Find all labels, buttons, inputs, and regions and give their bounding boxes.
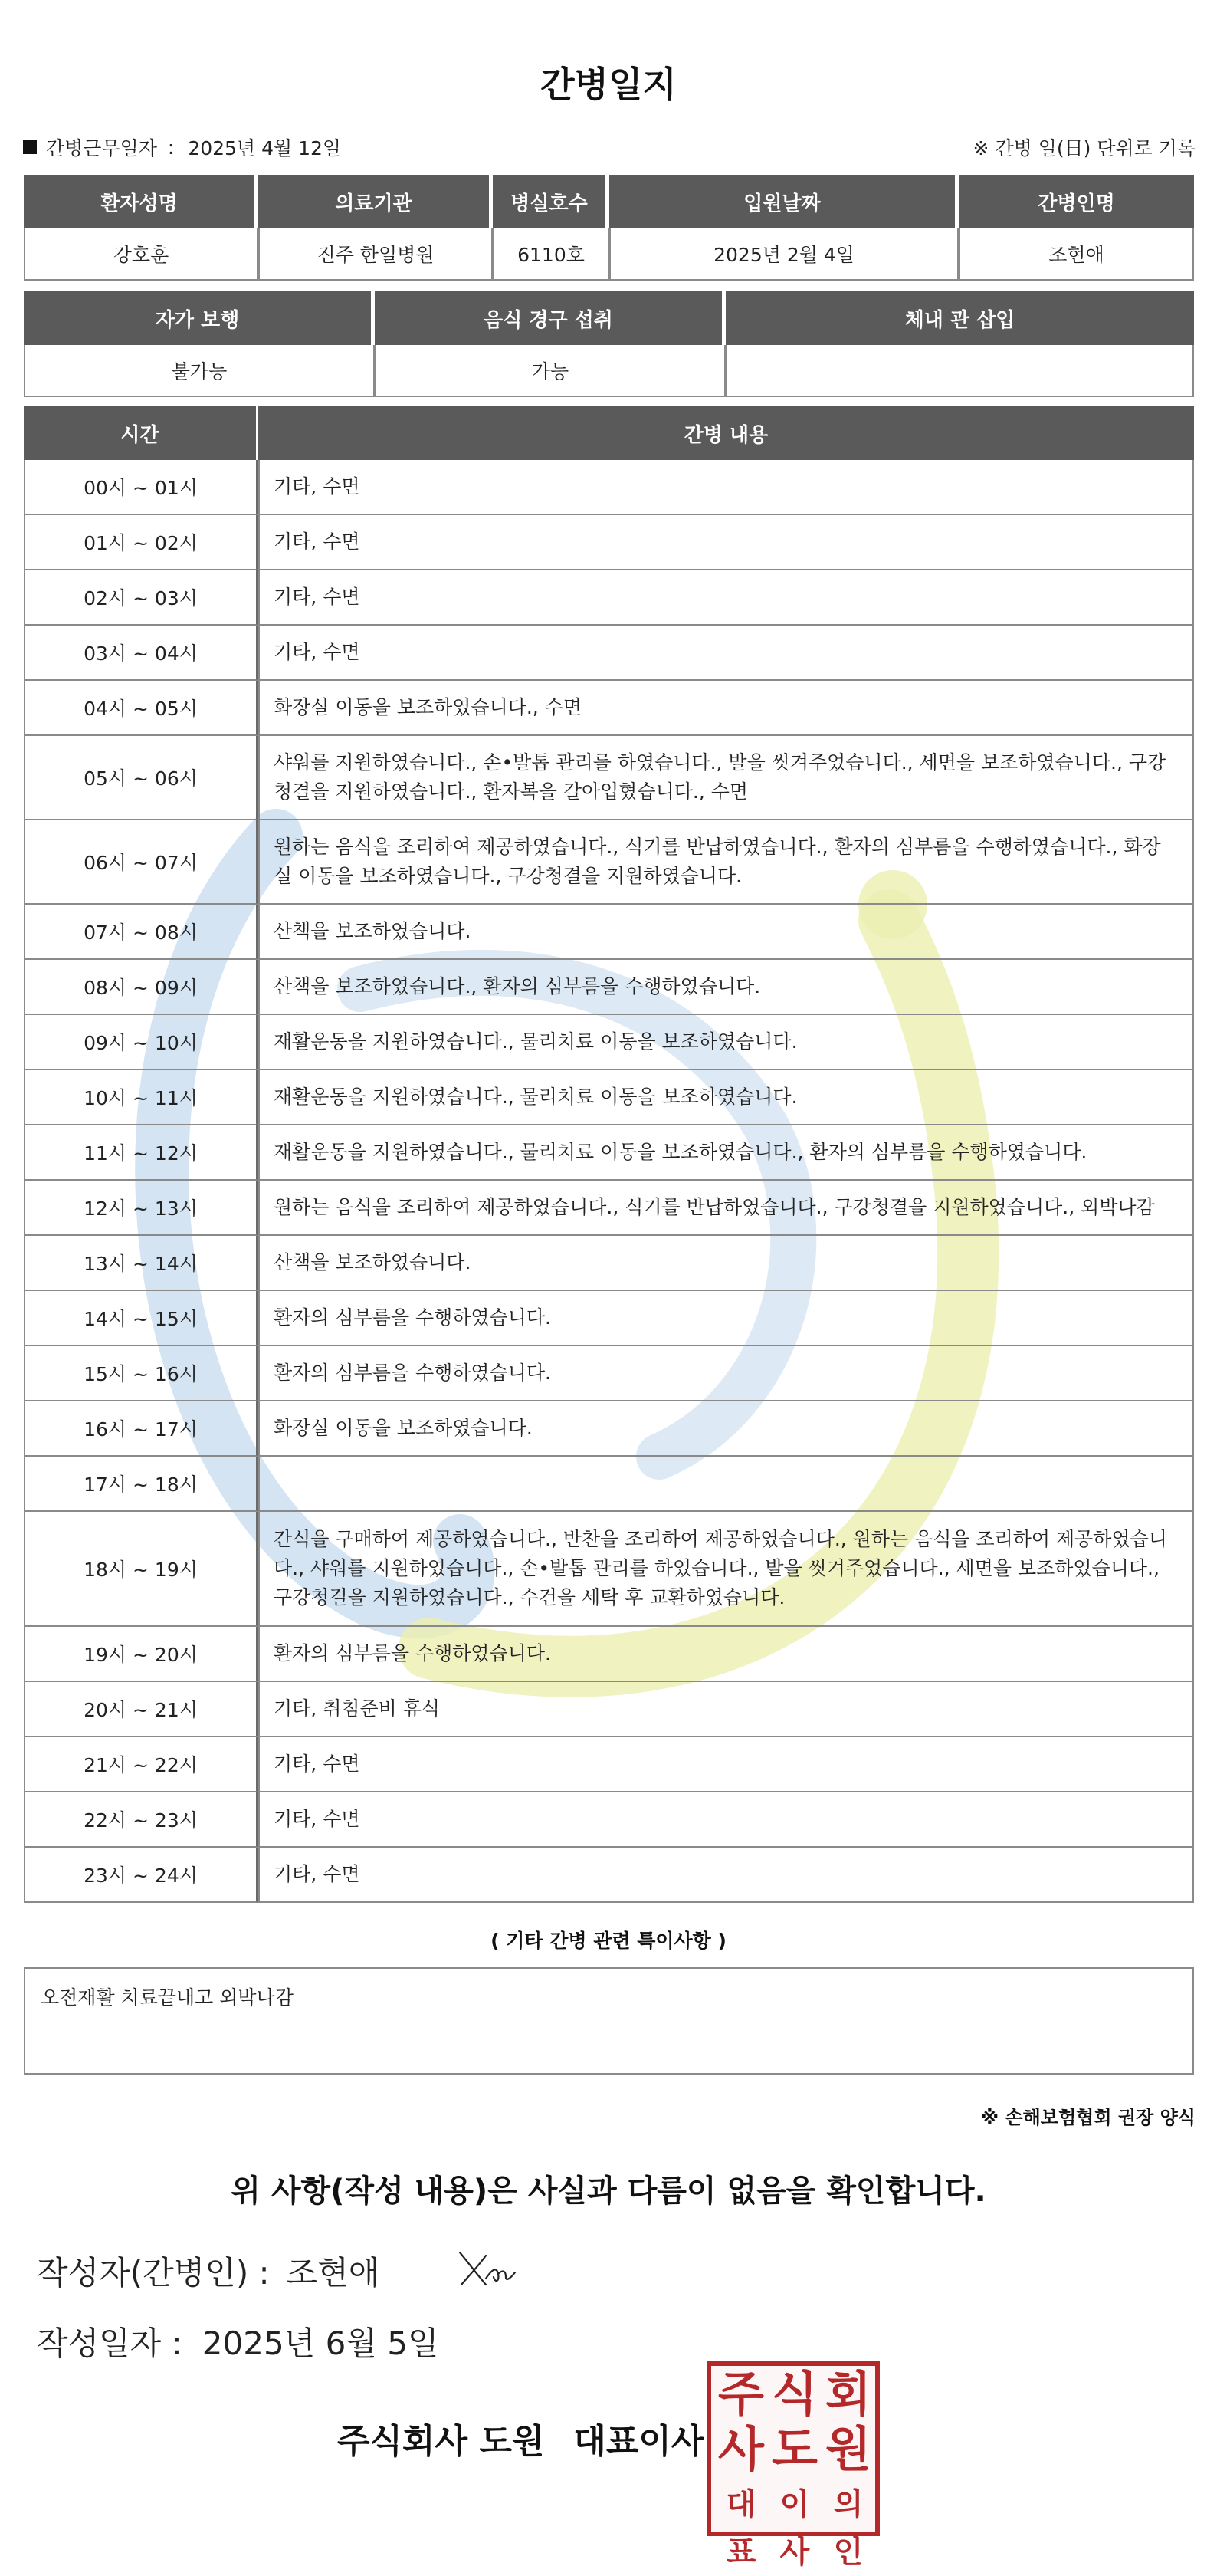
row-content: 샤워를 지원하였습니다., 손•발톱 관리를 하였습니다., 발을 씻겨주었습니다., 세면을 보조하였습니다., 구강청결을 지원하였습니다., 환자복을 갈아입혔습니다., 수면 (258, 736, 1194, 820)
table-row (24, 1737, 1194, 1792)
table-row (24, 1125, 1194, 1181)
row-content: 원하는 음식을 조리하여 제공하였습니다., 식기를 반납하였습니다., 환자의 심부름을 수행하였습니다., 화장실 이동을 보조하였습니다., 구강청결을 지원하였습니다. (258, 820, 1194, 905)
row-content: 환자의 심부름을 수행하였습니다. (258, 1291, 1194, 1346)
row-content: 재활운동을 지원하였습니다., 물리치료 이동을 보조하였습니다. (258, 1015, 1194, 1070)
row-time: 09시 ~ 10시 (24, 1015, 258, 1070)
row-time: 16시 ~ 17시 (24, 1401, 258, 1457)
header-care-content: 간병 내용 (258, 406, 1194, 460)
row-time: 13시 ~ 14시 (24, 1236, 258, 1291)
patient-status-table (24, 291, 1194, 397)
row-content: 원하는 음식을 조리하여 제공하였습니다., 식기를 반납하였습니다., 구강청결을 지원하였습니다., 외박나감 (258, 1181, 1194, 1236)
table-row (24, 1512, 1194, 1627)
table-row (24, 1015, 1194, 1070)
table-row (24, 1070, 1194, 1125)
oral-intake-value: 가능 (375, 345, 726, 397)
patient-header-row (24, 175, 1194, 228)
header-self-walking: 자가 보행 (24, 291, 375, 345)
admission-date: 2025년 2월 4일 (609, 228, 959, 281)
row-time: 15시 ~ 16시 (24, 1346, 258, 1401)
row-content: 기타, 수면 (258, 1792, 1194, 1848)
table-row (24, 1401, 1194, 1457)
patient-name: 강호훈 (24, 228, 258, 281)
company-seal: 주 식 회 사 도 원 대표 이사 의인 (707, 2361, 880, 2536)
writer-line (37, 2248, 379, 2294)
row-content: 화장실 이동을 보조하였습니다., 수면 (258, 681, 1194, 736)
row-time: 04시 ~ 05시 (24, 681, 258, 736)
header-caregiver-name: 간병인명 (959, 175, 1194, 228)
row-content: 산책을 보조하였습니다., 환자의 심부름을 수행하였습니다. (258, 960, 1194, 1015)
table-row (24, 1848, 1194, 1903)
row-content: 기타, 수면 (258, 1737, 1194, 1792)
table-row (24, 1291, 1194, 1346)
header-hospital: 의료기관 (258, 175, 493, 228)
room-number: 6110호 (493, 228, 609, 281)
work-date-label: 간병근무일자 (46, 137, 157, 159)
row-content: 기타, 취침준비 휴식 (258, 1682, 1194, 1737)
row-content: 산책을 보조하였습니다. (258, 1236, 1194, 1291)
table-row (24, 626, 1194, 681)
table-row (24, 1346, 1194, 1401)
row-time: 08시 ~ 09시 (24, 960, 258, 1015)
row-content: 환자의 심부름을 수행하였습니다. (258, 1627, 1194, 1682)
table-row (24, 1457, 1194, 1512)
company-line (337, 2413, 704, 2463)
header-time: 시간 (24, 406, 258, 460)
notes-title: ( 기타 간병 관련 특이사항 ) (490, 1930, 727, 1952)
status-value-row (24, 345, 1194, 397)
log-header-row (24, 406, 1194, 460)
row-content: 산책을 보조하였습니다. (258, 905, 1194, 960)
hospital-name: 진주 한일병원 (258, 228, 493, 281)
table-row (24, 1792, 1194, 1848)
row-time: 17시 ~ 18시 (24, 1457, 258, 1512)
row-content: 기타, 수면 (258, 460, 1194, 515)
notes-box (24, 1967, 1194, 2075)
status-header-row (24, 291, 1194, 345)
row-time: 12시 ~ 13시 (24, 1181, 258, 1236)
table-row (24, 570, 1194, 626)
company-ceo-title: 대표이사 (573, 2422, 704, 2461)
table-row (24, 515, 1194, 570)
row-time: 10시 ~ 11시 (24, 1070, 258, 1125)
signature-image (452, 2239, 521, 2292)
patient-value-row (24, 228, 1194, 281)
notes-content: 오전재활 치료끝내고 외박나감 (41, 1986, 294, 2009)
header-patient-name: 환자성명 (24, 175, 258, 228)
row-time: 00시 ~ 01시 (24, 460, 258, 515)
header-oral-intake: 음식 경구 섭취 (375, 291, 726, 345)
row-content: 화장실 이동을 보조하였습니다. (258, 1401, 1194, 1457)
work-date (23, 133, 341, 161)
writer-name: 조현애 (286, 2254, 380, 2292)
row-content: 기타, 수면 (258, 626, 1194, 681)
table-row (24, 1236, 1194, 1291)
row-time: 19시 ~ 20시 (24, 1627, 258, 1682)
row-time: 03시 ~ 04시 (24, 626, 258, 681)
row-time: 07시 ~ 08시 (24, 905, 258, 960)
row-time: 14시 ~ 15시 (24, 1291, 258, 1346)
row-content: 간식을 구매하여 제공하였습니다., 반찬을 조리하여 제공하였습니다., 원하는 음식을 조리하여 제공하였습니다., 샤워를 지원하였습니다., 손•발톱 관리를 하였습니다., 발을 씻겨주었습니다., 세면을 보조하였습니다., 구강청결을 지원하였습니다., 수건을 세탁 후 교환하였습니다. (258, 1512, 1194, 1627)
square-bullet-icon (23, 140, 37, 154)
table-row (24, 1682, 1194, 1737)
row-time: 06시 ~ 07시 (24, 820, 258, 905)
row-content: 재활운동을 지원하였습니다., 물리치료 이동을 보조하였습니다. (258, 1070, 1194, 1125)
table-row (24, 460, 1194, 515)
row-content: 환자의 심부름을 수행하였습니다. (258, 1346, 1194, 1401)
work-date-value: 2025년 4월 12일 (188, 137, 342, 159)
confirmation-statement: 위 사항(작성 내용)은 사실과 다름이 없음을 확인합니다. (231, 2174, 986, 2209)
table-row (24, 905, 1194, 960)
row-time: 23시 ~ 24시 (24, 1848, 258, 1903)
caregiver-name: 조현애 (959, 228, 1194, 281)
row-time: 18시 ~ 19시 (24, 1512, 258, 1627)
row-content: 재활운동을 지원하였습니다., 물리치료 이동을 보조하였습니다., 환자의 심부름을 수행하였습니다. (258, 1125, 1194, 1181)
row-time: 01시 ~ 02시 (24, 515, 258, 570)
table-row (24, 960, 1194, 1015)
row-time: 05시 ~ 06시 (24, 736, 258, 820)
writer-label: 작성자(간병인) : (37, 2254, 270, 2292)
document-title: 간병일지 (540, 64, 677, 105)
header-tube-insertion: 체내 관 삽입 (726, 291, 1194, 345)
unit-note: ※ 간병 일(日) 단위로 기록 (973, 137, 1196, 159)
company-name: 주식회사 도원 (337, 2422, 545, 2461)
row-content: 기타, 수면 (258, 1848, 1194, 1903)
patient-info-table (24, 175, 1194, 281)
row-content: 기타, 수면 (258, 570, 1194, 626)
header-admission-date: 입원날짜 (609, 175, 959, 228)
table-row (24, 681, 1194, 736)
row-time: 02시 ~ 03시 (24, 570, 258, 626)
work-date-colon: : (167, 136, 175, 159)
written-date-line (37, 2318, 439, 2364)
row-time: 20시 ~ 21시 (24, 1682, 258, 1737)
row-content: 기타, 수면 (258, 515, 1194, 570)
row-time: 21시 ~ 22시 (24, 1737, 258, 1792)
row-time: 22시 ~ 23시 (24, 1792, 258, 1848)
recommendation-note: ※ 손해보험협회 권장 양식 (980, 2107, 1196, 2128)
table-row (24, 1627, 1194, 1682)
row-time: 11시 ~ 12시 (24, 1125, 258, 1181)
care-log-table (24, 406, 1194, 1903)
tube-insertion-value (726, 345, 1194, 397)
written-date-label: 작성일자 : (37, 2325, 182, 2362)
written-date-value: 2025년 6월 5일 (202, 2325, 439, 2362)
self-walking-value: 불가능 (24, 345, 375, 397)
table-row (24, 1181, 1194, 1236)
table-row (24, 736, 1194, 820)
table-row (24, 820, 1194, 905)
header-room: 병실호수 (493, 175, 609, 228)
row-content (258, 1457, 1194, 1512)
